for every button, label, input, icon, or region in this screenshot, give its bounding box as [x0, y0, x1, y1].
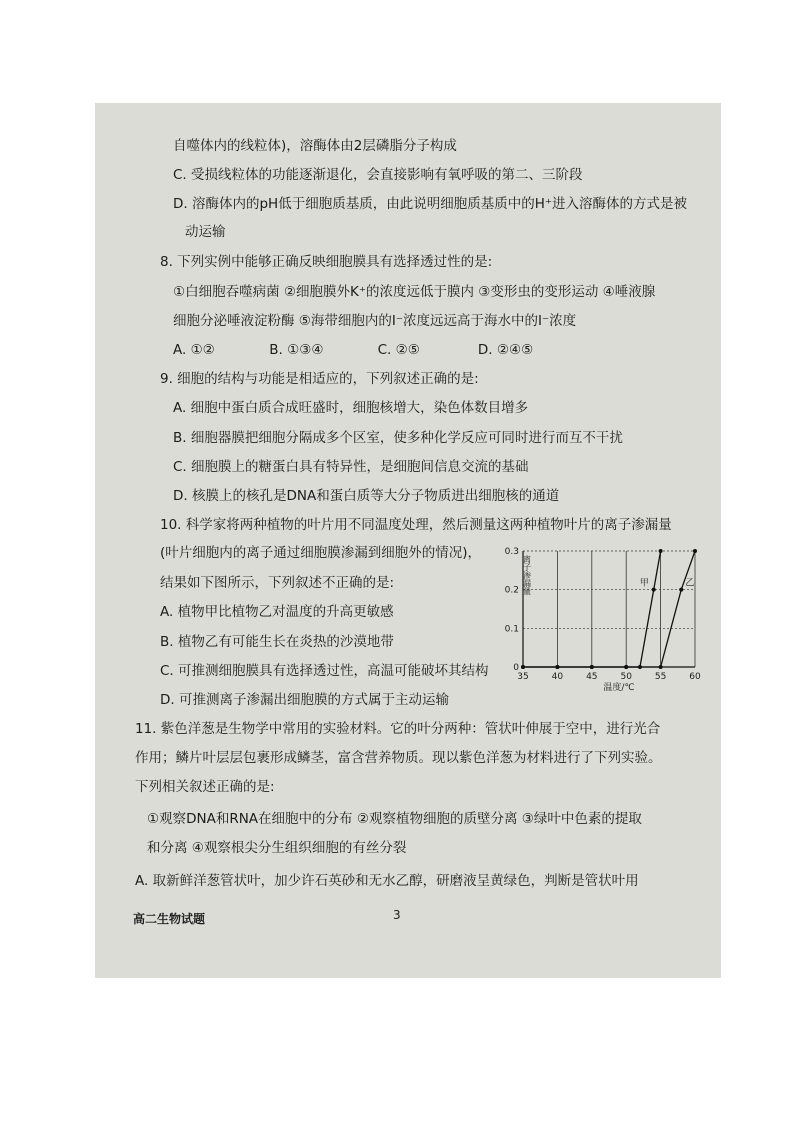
chart-grid	[523, 551, 695, 667]
series-line-1	[523, 551, 695, 667]
series-point	[659, 549, 663, 553]
question-9: 9. 细胞的结构与功能是相适应的，下列叙述正确的是:	[160, 371, 479, 387]
x-tick-label: 60	[689, 672, 701, 682]
y-tick-label: 0.3	[504, 547, 519, 557]
question-8-items: 细胞分泌唾液淀粉酶 ⑤海带细胞内的I⁻浓度远远高于海水中的I⁻浓度	[173, 313, 577, 329]
option-d: D. 可推测离子渗漏出细胞膜的方式属于主动运输	[160, 692, 449, 708]
series-label: 甲	[639, 578, 649, 589]
footer-subject: 高二生物试题	[133, 912, 206, 926]
y-tick-label: 0.1	[504, 624, 519, 635]
chart-axes	[523, 551, 695, 667]
option-a: A. 植物甲比植物乙对温度的升高更敏感	[160, 604, 394, 620]
option-c: C. 细胞膜上的糖蛋白具有特异性，是细胞间信息交流的基础	[173, 459, 529, 475]
series-point	[679, 588, 683, 592]
option-a: A. 取新鲜洋葱管状叶，加少许石英砂和无水乙醇，研磨液呈黄绿色，判断是管状叶用	[135, 873, 639, 889]
text-line: 自噬体内的线粒体)，溶酶体由2层磷脂分子构成	[173, 138, 457, 154]
option-a: A. 细胞中蛋白质合成旺盛时，细胞核增大，染色体数目增多	[173, 400, 529, 416]
question-10-line: (叶片细胞内的离子通过细胞膜渗漏到细胞外的情况)，	[160, 545, 482, 561]
page-number: 3	[393, 908, 401, 922]
x-tick-label: 55	[654, 672, 667, 682]
chart-labels	[505, 547, 701, 691]
series-point	[555, 665, 559, 669]
ion-leakage-chart	[495, 539, 715, 691]
series-point	[521, 665, 525, 669]
question-8-items: ①白细胞吞噬病菌 ②细胞膜外K⁺的浓度远低于膜内 ③变形虫的变形运动 ④唾液腺	[173, 284, 656, 300]
question-11-items: 和分离 ④观察根尖分生组织细胞的有丝分裂	[147, 840, 407, 856]
question-8: 8. 下列实例中能够正确反映细胞膜具有选择透过性的是:	[160, 254, 493, 270]
option-c-prev: C. 受损线粒体的功能逐渐退化，会直接影响有氧呼吸的第二、三阶段	[173, 167, 583, 183]
series-point	[652, 588, 656, 592]
text-line: 动运输	[185, 224, 226, 240]
scanned-page	[95, 103, 721, 978]
option-b: B. 细胞器膜把细胞分隔成多个区室，使多种化学反应可同时进行而互不干扰	[173, 430, 623, 446]
option-d-prev: D. 溶酶体内的pH低于细胞质基质，由此说明细胞质基质中的H⁺进入溶酶体的方式是被	[173, 196, 687, 212]
question-10-line: 结果如下图所示，下列叙述不正确的是:	[160, 575, 395, 591]
question-10: 10. 科学家将两种植物的叶片用不同温度处理，然后测量这两种植物叶片的离子渗漏量	[160, 517, 672, 533]
series-point	[693, 549, 697, 553]
question-11-line: 下列相关叙述正确的是:	[135, 779, 275, 795]
option-d: D. 核膜上的核孔是DNA和蛋白质等大分子物质进出细胞核的通道	[173, 488, 560, 504]
x-tick-label: 45	[586, 672, 598, 682]
series-point	[590, 665, 594, 669]
question-11-line: 作用；鳞片叶层层包裹形成鳞茎，富含营养物质。现以紫色洋葱为材料进行了下列实验。	[135, 750, 662, 766]
option-d: D. ②④⑤	[477, 342, 534, 358]
option-c: C. ②⑤	[377, 342, 420, 358]
y-tick-label: 0.2	[504, 585, 519, 596]
x-tick-label: 40	[551, 672, 564, 682]
y-axis-label: 离子渗漏量	[522, 555, 532, 595]
option-b: B. 植物乙有可能生长在炎热的沙漠地带	[160, 634, 394, 650]
option-c: C. 可推测细胞膜具有选择透过性，高温可能破坏其结构	[160, 663, 489, 679]
series-label: 乙	[685, 578, 695, 589]
question-8-options	[173, 341, 533, 359]
series-point	[659, 665, 663, 669]
x-axis-label: 温度/℃	[603, 683, 635, 691]
x-tick-label: 50	[620, 672, 632, 682]
series-point	[624, 665, 628, 669]
option-a: A. ①②	[173, 342, 215, 358]
question-11-items: ①观察DNA和RNA在细胞中的分布 ②观察植物细胞的质壁分离 ③绿叶中色素的提取	[147, 811, 642, 827]
chart-series	[521, 549, 697, 669]
option-b: B. ①③④	[269, 342, 324, 358]
x-tick-label: 35	[517, 672, 529, 682]
question-11: 11. 紫色洋葱是生物学中常用的实验材料。它的叶分两种：管状叶伸展于空中，进行光合	[135, 721, 661, 737]
y-tick-label: 0	[513, 663, 519, 673]
